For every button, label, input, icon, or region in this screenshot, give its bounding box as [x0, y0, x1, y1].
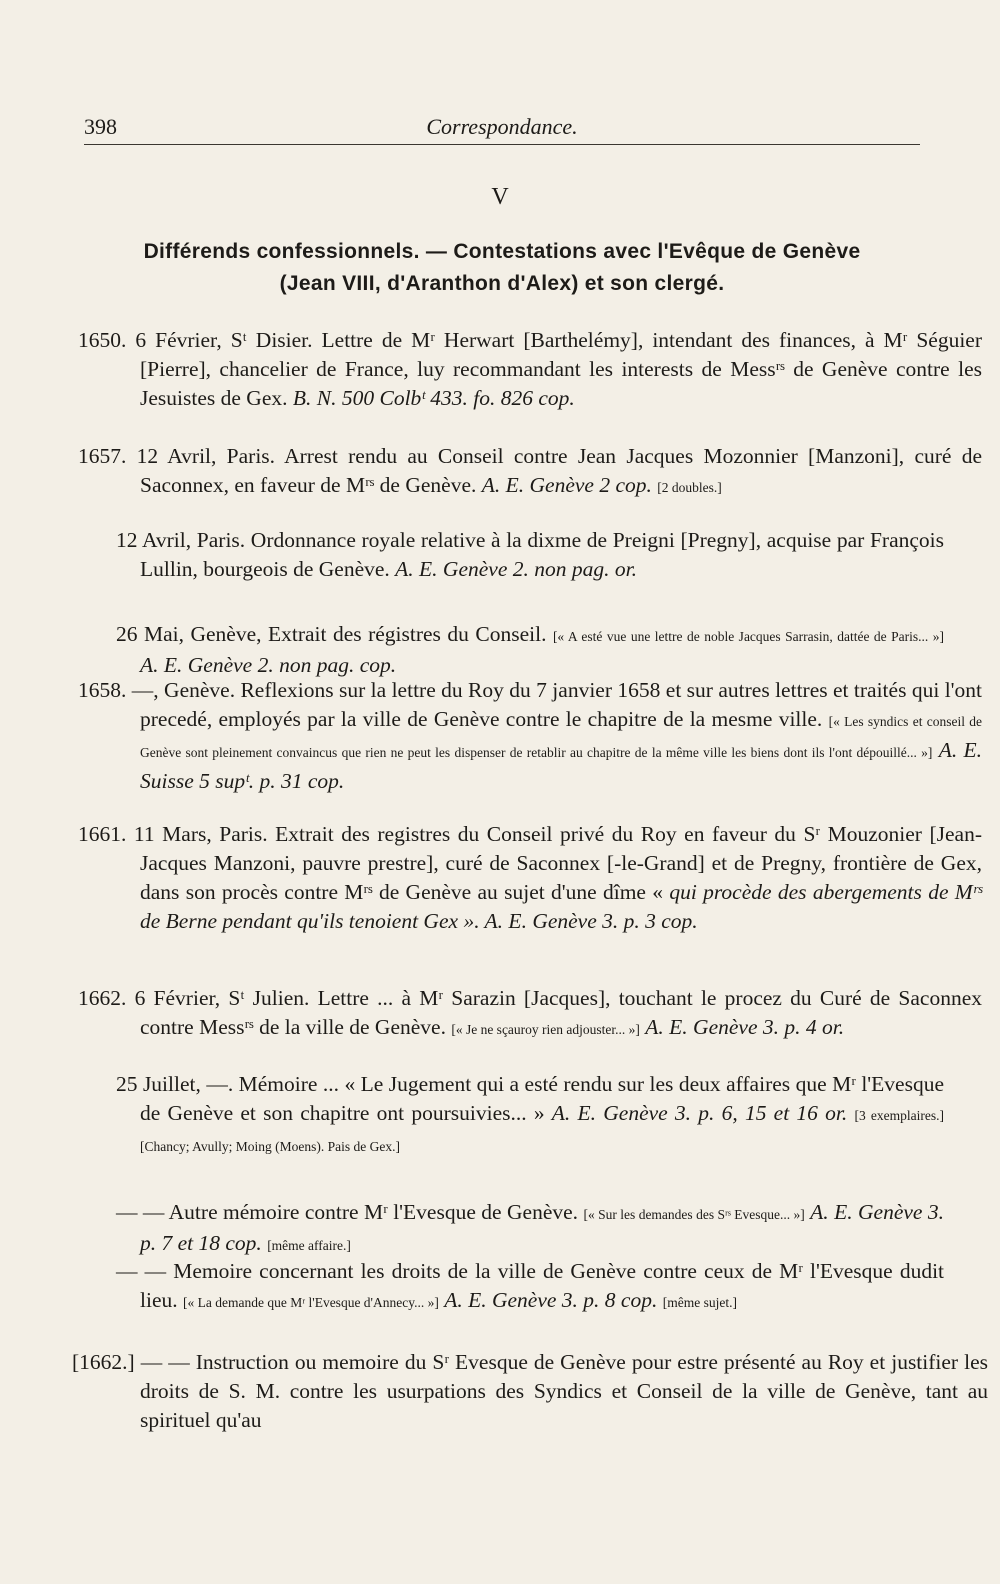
- editor-note: [« Je ne sçauroy rien adjouster... »]: [451, 1022, 640, 1037]
- editor-note: [2 doubles.]: [657, 480, 722, 495]
- archive-reference: A. E. Genève 3. p. 8 cop.: [444, 1288, 658, 1312]
- entry-dash: — —: [116, 1200, 165, 1224]
- entry-text: Autre mémoire contre Mʳ l'Evesque de Genève.: [168, 1200, 579, 1224]
- entry-year: 1650.: [78, 328, 127, 352]
- entry-text: Memoire concernant les droits de la ville de Genève contre ceux de Mʳ l'Evesque dudit lieu.: [140, 1259, 945, 1312]
- entry-text: 12 Avril, Paris. Arrest rendu au Conseil contre Jean Jacques Mozonnier [Manzoni], curé de Saconnex, en faveur de Mʳˢ de Genève.: [136, 444, 983, 497]
- entry-text: —, Genève. Reflexions sur la lettre du Roy du 7 janvier 1658 et sur autres lettres et traités qui l'ont precedé, employés par la ville de Genève contre le chapitre de la mesme ville.: [131, 678, 983, 731]
- archive-reference: A. E. Genève 3. p. 6, 15 et 16 or.: [551, 1101, 848, 1125]
- archive-reference: A. E. Genève 2. non pag. cop.: [140, 653, 397, 677]
- entry-1658: [78, 676, 982, 796]
- entry-year: 1657.: [78, 444, 127, 468]
- entry-1662-instruction: [72, 1348, 988, 1435]
- editor-note: [même affaire.]: [267, 1238, 351, 1253]
- entry-1657-ordonnance: [116, 526, 944, 584]
- entry-text: 26 Mai, Genève, Extrait des régistres du Conseil.: [116, 622, 547, 646]
- entry-dash: — —: [116, 1259, 167, 1283]
- quoted-text: qui procède des abergements de Mʳˢ de Berne pendant qu'ils tenoient Gex: [140, 880, 983, 933]
- editor-note: [« Sur les demandes des Sʳˢ Evesque... »]: [583, 1207, 805, 1222]
- section-numeral: V: [491, 184, 509, 210]
- page-number: 398: [84, 114, 117, 139]
- archive-reference: A. E. Genève 2 cop.: [481, 473, 652, 497]
- entry-1650: [78, 326, 982, 413]
- archive-reference: B. N. 500 Colbᵗ 433. fo. 826 cop.: [292, 386, 575, 410]
- section-title-line: Différends confessionnels. — Contestations avec l'Evêque de Genève: [143, 240, 861, 263]
- entry-1662-lettre: [78, 984, 982, 1044]
- archive-reference: ». A. E. Genève 3. p. 3 cop.: [463, 909, 698, 933]
- editor-note: [« A esté vue une lettre de noble Jacques Sarrasin, dattée de Paris... »]: [552, 629, 944, 644]
- entry-text: 11 Mars, Paris. Extrait des registres du Conseil privé du Roy en faveur du Sʳ Mouzonier [Jean-Jacques Manzoni, pauvre prestre], curé de Saconnex [-le-Grand] et de Pregny, frontière de Gex, dans son procès contre Mʳˢ de Genève au sujet d'une dîme «: [133, 822, 983, 904]
- archive-reference: A. E. Genève 3. p. 7 et 18 cop.: [140, 1200, 945, 1255]
- editor-note: [3 exemplaires.] [Chancy; Avully; Moing (Moens). Pais de Gex.]: [140, 1108, 945, 1154]
- entry-year: 1658.: [78, 678, 127, 702]
- entry-1662-autre-memoire: [116, 1198, 944, 1260]
- archive-reference: A. E. Genève 2. non pag. or.: [395, 557, 637, 581]
- entry-text: 6 Février, Sᵗ Julien. Lettre ... à Mʳ Sarazin [Jacques], touchant le procez du Curé de Saconnex contre Messʳˢ de la ville de Genève.: [134, 986, 983, 1039]
- entry-text: 25 Juillet, —. Mémoire ... « Le Jugement qui a esté rendu sur les deux affaires que Mʳ l'Evesque de Genève et son chapitre ont poursuivies... »: [116, 1072, 944, 1125]
- editor-note: [« Les syndics et conseil de Genève sont pleinement convaincus que rien ne peut les dispenser de retablir au chapitre de la même ville les biens dont ils l'ont dépouillé... »]: [140, 714, 983, 760]
- editor-note: [« La demande que Mʳ l'Evesque d'Annecy... »]: [183, 1295, 439, 1310]
- entry-1662-memoire-droits: [116, 1257, 944, 1317]
- entry-text: 6 Février, Sᵗ Disier. Lettre de Mʳ Herwart [Barthelémy], intendant des finances, à Mʳ Séguier [Pierre], chancelier de France, luy recommandant les interests de Messʳˢ de Genève contre les Jesuistes de Gex.: [135, 328, 982, 410]
- entry-text: Instruction ou memoire du Sʳ Evesque de Genève pour estre présenté au Roy et justifier les droits de S. M. contre les usurpations des Syndics et Conseil de la ville de Genève, tant au spirituel qu'au: [140, 1350, 988, 1432]
- entry-1657-arrest: [78, 442, 982, 502]
- entry-text: 12 Avril, Paris. Ordonnance royale relative à la dixme de Preigni [Pregny], acquise par François Lullin, bourgeois de Genève.: [116, 528, 944, 581]
- entry-year: [1662.] — —: [72, 1350, 190, 1374]
- archive-reference: A. E. Suisse 5 supᵗ. p. 31 cop.: [140, 738, 983, 793]
- section-title: [84, 236, 920, 300]
- entry-year: 1661.: [78, 822, 127, 846]
- entry-year: 1662.: [78, 986, 127, 1010]
- page-header: [84, 110, 920, 145]
- archive-reference: A. E. Genève 3. p. 4 or.: [645, 1015, 845, 1039]
- entry-1662-memoire: [116, 1070, 944, 1161]
- running-head: Correspondance.: [426, 114, 578, 139]
- editor-note: [même sujet.]: [662, 1295, 737, 1310]
- section-title-line: (Jean VIII, d'Aranthon d'Alex) et son clergé.: [279, 272, 725, 295]
- entry-1657-extrait: [116, 620, 944, 680]
- entry-1661: [78, 820, 982, 936]
